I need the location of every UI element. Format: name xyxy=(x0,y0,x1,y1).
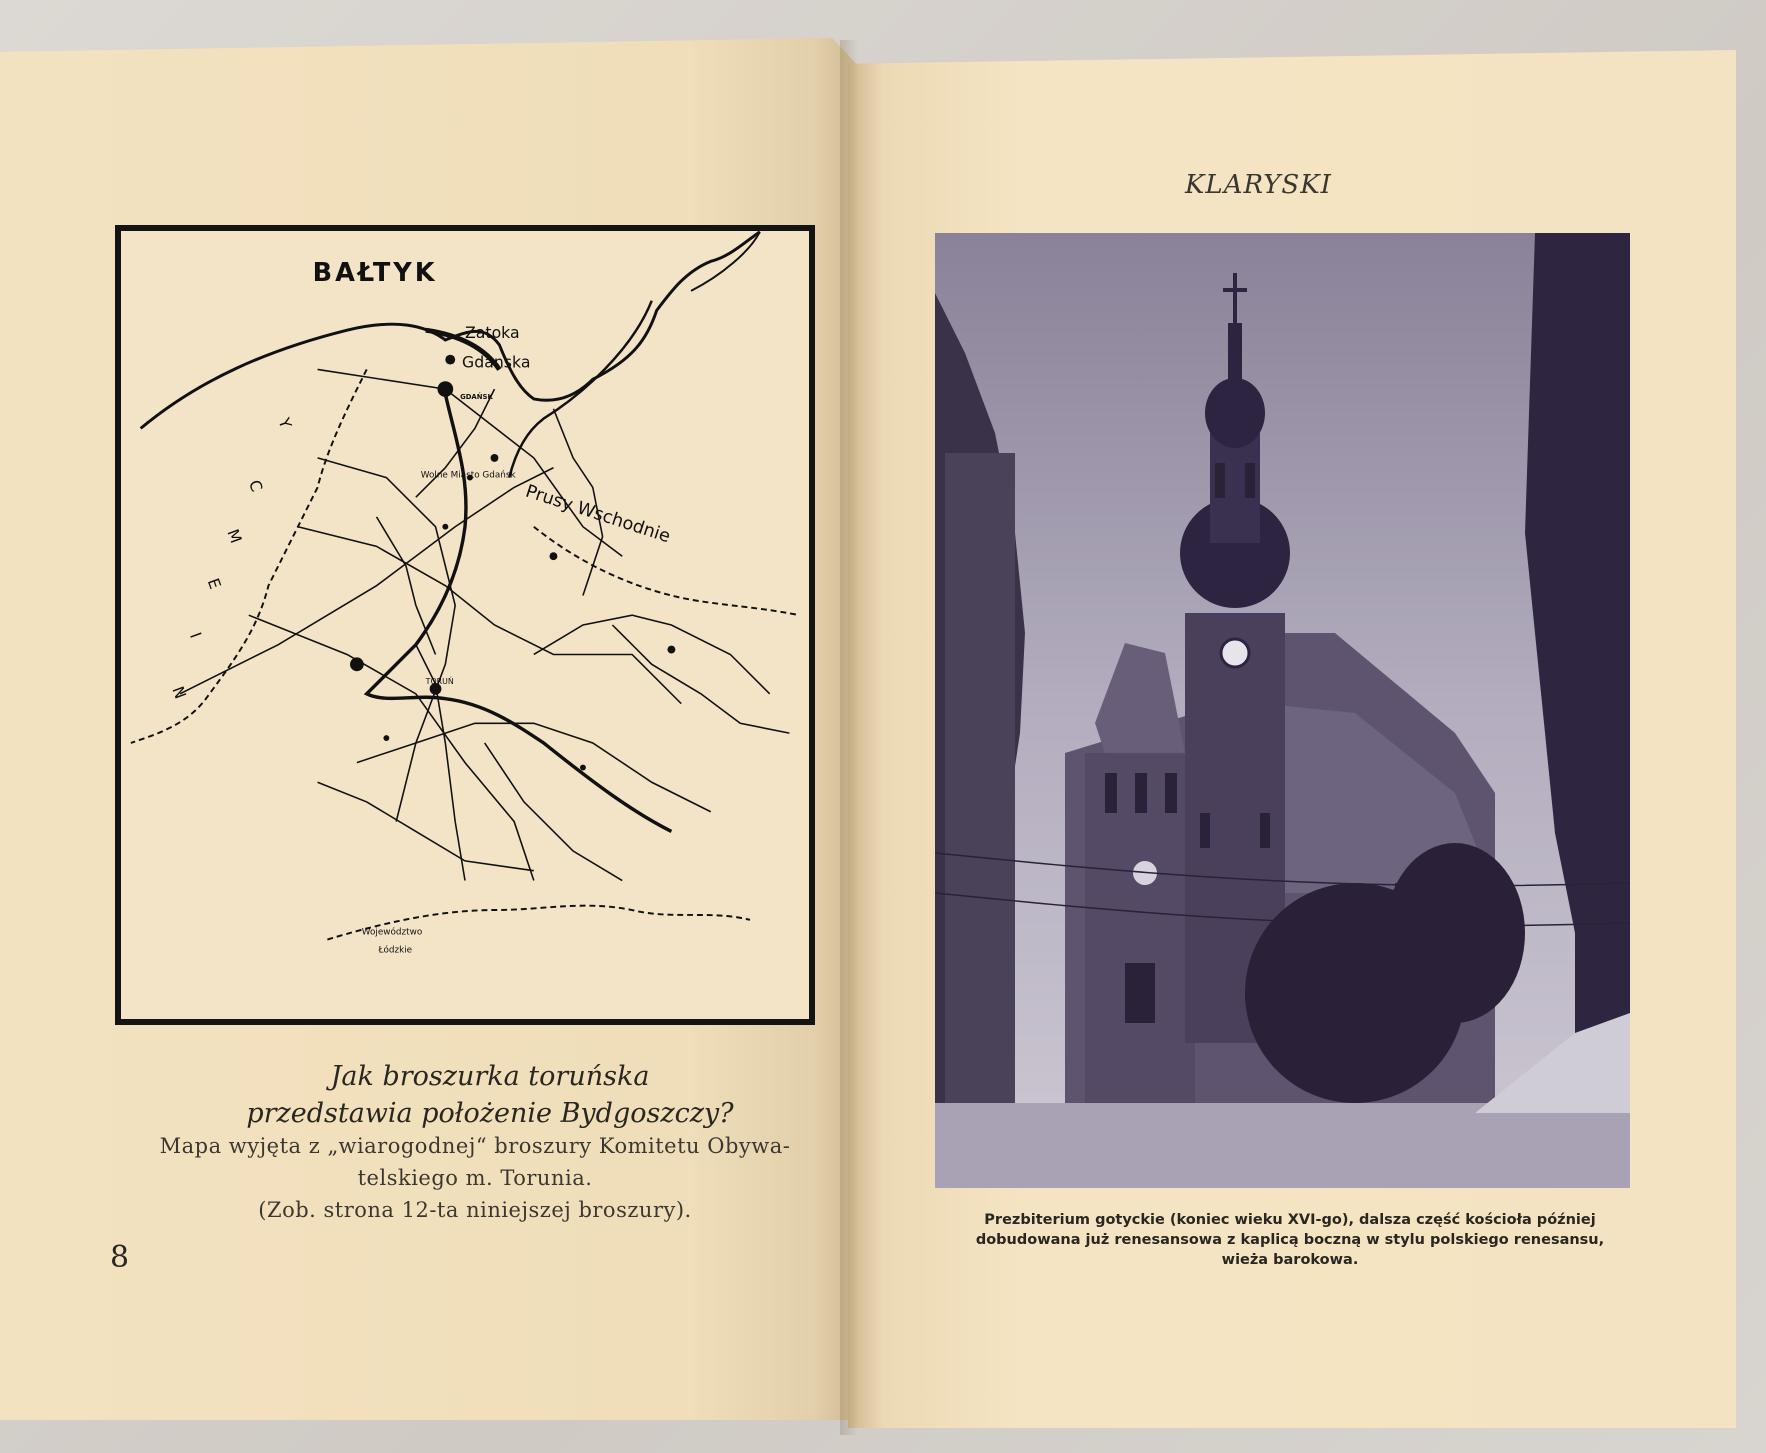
map-label-gdansk: GDAŃSK xyxy=(460,392,493,401)
map-label-gulf-2: Gdanska xyxy=(462,352,531,372)
map-label-torun: TORUŃ xyxy=(425,676,454,686)
photo-caption-line-2: dobudowana już renesansowa z kaplicą boczną w stylu polskiego renesansu, xyxy=(975,1232,1605,1248)
map-label-gulf-1: Zatoka xyxy=(465,323,520,343)
church-photo-drawing xyxy=(935,233,1630,1188)
book-spine xyxy=(840,40,858,1435)
photo-caption xyxy=(945,1210,1635,1270)
map-label-west-6: N xyxy=(168,683,191,702)
map-caption-title-line-2: przedstawia położenie Bydgoszczy? xyxy=(246,1098,734,1129)
map-caption-text xyxy=(110,1130,840,1226)
map-caption-line-1: Mapa wyjęta z „wiarogodnej“ broszury Komitetu Obywa- xyxy=(159,1134,791,1158)
map-label-west-4: E xyxy=(203,575,225,592)
page-number: 8 xyxy=(110,1240,130,1275)
page-header: KLARYSKI xyxy=(1185,170,1332,200)
church-photo xyxy=(935,233,1630,1188)
map-label-west-2: C xyxy=(245,477,267,495)
map-label-east: Prusy Wschodnie xyxy=(522,481,673,548)
map-caption-title-line-1: Jak broszurka toruńska xyxy=(330,1061,650,1092)
photo-caption-line-3: wieża barokowa. xyxy=(1221,1252,1359,1268)
map-label-west-5: I xyxy=(186,629,206,641)
map-drawing xyxy=(121,231,809,1019)
map-caption-line-2: telskiego m. Torunia. xyxy=(357,1166,593,1190)
map-label-west-1: Y xyxy=(274,415,296,431)
map-label-west-3: M xyxy=(223,526,246,546)
map-label-lodz-1: Województwo xyxy=(361,927,423,938)
map-label-sea: BAŁTYK xyxy=(312,258,438,288)
map-figure xyxy=(115,225,815,1025)
map-label-lodz-2: Łódzkie xyxy=(378,945,413,956)
map-label-free-city: Wolne Miasto Gdańsk xyxy=(420,470,516,481)
map-caption-title xyxy=(210,1058,770,1132)
map-caption-line-3: (Zob. strona 12-ta niniejszej broszury). xyxy=(258,1198,692,1222)
photo-caption-line-1: Prezbiterium gotyckie (koniec wieku XVI-go), dalsza część kościoła później xyxy=(984,1212,1596,1228)
